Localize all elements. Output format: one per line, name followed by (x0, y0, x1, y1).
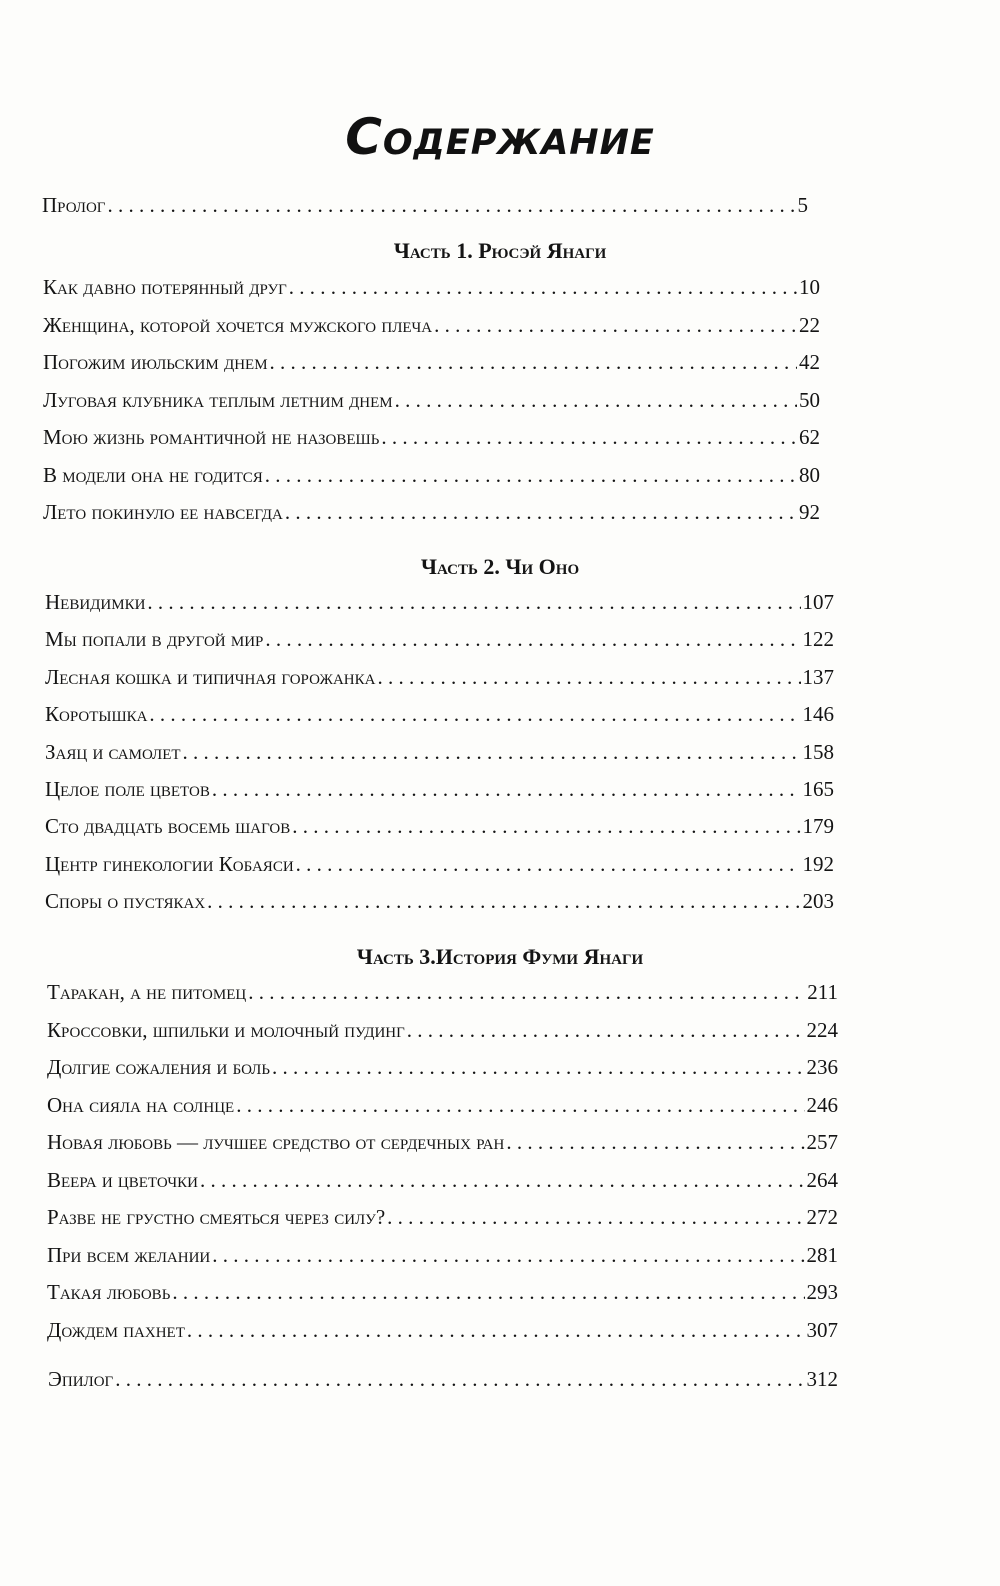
toc-entry-title: Коротышка (45, 702, 148, 727)
toc-page-number: 62 (799, 425, 820, 449)
toc-entry-title: Эпилог (48, 1367, 114, 1391)
leader-dots (381, 422, 797, 452)
toc-row (43, 422, 820, 452)
toc-page-number: 80 (799, 462, 820, 487)
leader-dots (272, 1052, 805, 1082)
toc-page-number: 137 (802, 664, 834, 689)
toc-page-number: 192 (802, 851, 834, 876)
toc-entry-title: Веера и цветочки (47, 1167, 198, 1192)
leader-dots (248, 977, 805, 1007)
leader-dots (407, 1015, 805, 1045)
toc-page-number: 203 (802, 889, 834, 914)
toc-row (47, 1165, 838, 1195)
toc-row (45, 699, 834, 729)
toc-row (43, 460, 820, 490)
leader-dots (270, 347, 797, 377)
toc-row (45, 849, 834, 879)
toc-page-number: 50 (799, 387, 820, 412)
leader-dots (187, 1315, 805, 1345)
toc-row (45, 737, 834, 767)
toc-page-number: 281 (806, 1242, 838, 1267)
toc-page-number: 236 (806, 1055, 838, 1079)
leader-dots (183, 737, 801, 767)
toc-entry-title: Новая любовь — лучшее средство от сердечных ран (47, 1130, 505, 1154)
toc-entry-title: Погожим июльским днем (43, 350, 268, 374)
leader-dots (289, 272, 797, 302)
toc-row-epilogue (48, 1364, 838, 1394)
toc-entry-title: Сто двадцать восемь шагов (45, 814, 291, 839)
toc-entry-title: Долгие сожаления и боль (47, 1055, 270, 1079)
toc-entry-title: Таракан, а не питомец (47, 980, 247, 1004)
toc-entry-title: Как давно потерянный друг (43, 275, 287, 299)
toc-entry-title: Мы попали в другой мир (45, 627, 264, 652)
toc-page-number: 122 (802, 627, 834, 652)
leader-dots (506, 1127, 804, 1157)
toc-page-number: 5 (797, 193, 808, 217)
toc-row (43, 385, 820, 415)
toc-row (43, 310, 820, 340)
toc-row (47, 1127, 838, 1157)
leader-dots (395, 385, 797, 415)
toc-row (45, 662, 834, 692)
toc-entry-title: Дождем пахнет (47, 1317, 185, 1342)
leader-dots (387, 1202, 804, 1232)
toc-page-number: 107 (802, 590, 834, 614)
toc-page-number: 224 (806, 1017, 838, 1042)
toc-row (47, 1202, 838, 1232)
part-heading-2: Часть 2. Чи Оно (420, 554, 580, 579)
toc-row (43, 272, 820, 302)
toc-page-number: 22 (799, 312, 820, 337)
toc-row (43, 497, 820, 527)
toc-entry-title: Заяц и самолет (45, 739, 181, 764)
toc-row (45, 587, 834, 617)
leader-dots (377, 662, 800, 692)
toc-row (45, 886, 834, 916)
leader-dots (265, 624, 800, 654)
part-heading-3: Часть 3.История Фуми Янаги (356, 944, 644, 969)
leader-dots (434, 310, 797, 340)
toc-page-number: 92 (799, 500, 820, 524)
toc-entry-title: Лето покинуло ее навсегда (43, 500, 283, 524)
toc-entry-title: Невидимки (45, 590, 146, 614)
toc-row (47, 1052, 838, 1082)
toc-page-number: 42 (799, 350, 820, 374)
toc-page-number: 10 (799, 275, 820, 299)
toc-row-prologue (42, 190, 808, 220)
leader-dots (149, 699, 800, 729)
leader-dots (236, 1090, 804, 1120)
toc-entry-title: В модели она не годится (43, 462, 263, 487)
toc-entry-title: Луговая клубника теплым летним днем (43, 387, 393, 412)
toc-page-number: 264 (806, 1167, 838, 1192)
leader-dots (285, 497, 797, 527)
part-heading-1: Часть 1. Рюсэй Янаги (393, 238, 607, 263)
toc-row (47, 1315, 838, 1345)
leader-dots (212, 1240, 804, 1270)
leader-dots (212, 774, 801, 804)
leader-dots (296, 849, 801, 879)
leader-dots (147, 587, 800, 617)
toc-entry-title: Споры о пустяках (45, 889, 206, 914)
toc-entry-title: Разве не грустно смеяться через силу? (47, 1205, 386, 1229)
toc-entry-title: Такая любовь (47, 1280, 171, 1304)
leader-dots (172, 1277, 804, 1307)
toc-page-number: 179 (802, 814, 834, 839)
page-title: Содержание (345, 108, 655, 166)
toc-row (47, 1277, 838, 1307)
toc-entry-title: Целое поле цветов (45, 777, 210, 801)
toc-page-number: 246 (806, 1092, 838, 1117)
toc-page-number: 257 (806, 1130, 838, 1154)
leader-dots (265, 460, 797, 490)
leader-dots (292, 811, 800, 841)
toc-entry-title: Кроссовки, шпильки и молочный пудинг (47, 1017, 405, 1042)
toc-row (47, 977, 838, 1007)
toc-entry-title: Центр гинекологии Кобаяси (45, 851, 294, 876)
toc-entry-title: Лесная кошка и типичная горожанка (45, 664, 376, 689)
leader-dots (115, 1364, 804, 1394)
toc-row (45, 774, 834, 804)
toc-entry-title: Пролог (42, 193, 106, 217)
toc-row (47, 1240, 838, 1270)
leader-dots (200, 1165, 805, 1195)
toc-entry-title: При всем желании (47, 1242, 211, 1267)
toc-page-number: 293 (806, 1280, 838, 1304)
leader-dots (107, 190, 795, 220)
toc-page-number: 307 (806, 1317, 838, 1342)
toc-entry-title: Женщина, которой хочется мужского плеча (43, 312, 433, 337)
toc-row (45, 624, 834, 654)
toc-entry-title: Мою жизнь романтичной не назовешь (43, 425, 380, 449)
toc-page-number: 165 (802, 777, 834, 801)
toc-row (47, 1090, 838, 1120)
toc-page-number: 146 (802, 702, 834, 727)
toc-entry-title: Она сияла на солнце (47, 1092, 235, 1117)
toc-page-number: 312 (806, 1367, 838, 1391)
leader-dots (207, 886, 800, 916)
toc-row (43, 347, 820, 377)
toc-page-number: 158 (802, 739, 834, 764)
toc-row (47, 1015, 838, 1045)
toc-page-number: 211 (807, 980, 838, 1004)
toc-page-number: 272 (806, 1205, 838, 1229)
toc-row (45, 811, 834, 841)
